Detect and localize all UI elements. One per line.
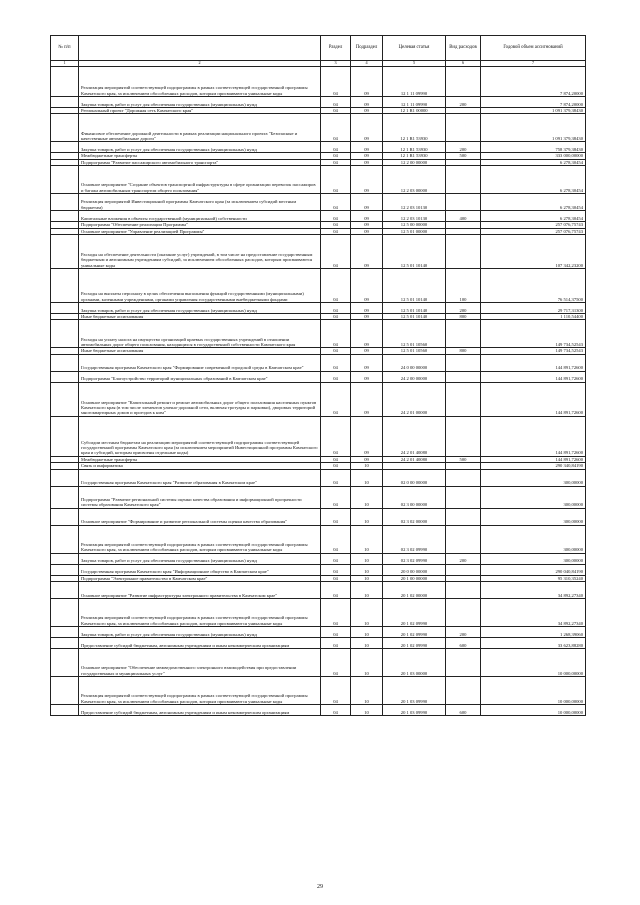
row-expense-type-cell: 200 bbox=[446, 97, 481, 108]
budget-table bbox=[50, 35, 586, 716]
row-razdel-cell: 04 bbox=[321, 222, 351, 228]
row-expense-type-cell bbox=[446, 166, 481, 194]
row-podrazdel-cell: 09 bbox=[351, 114, 383, 142]
row-target-article-cell: 20 0 00 00000 bbox=[383, 564, 446, 575]
row-amount-cell: 144 891,72600 bbox=[481, 456, 586, 462]
row-expense-type-cell: 800 bbox=[446, 314, 481, 320]
row-amount-cell: 144 891,72600 bbox=[481, 371, 586, 382]
row-name-cell: Государственная программа Камчатского края "Информационное общество в Камчатском крае" bbox=[79, 564, 321, 575]
row-name-cell: Капитальные вложения в объекты государственной (муниципальной) собственности bbox=[79, 211, 321, 222]
row-target-article-cell: 12 5 01 10560 bbox=[383, 348, 446, 354]
row-podrazdel-cell: 09 bbox=[351, 222, 383, 228]
row-razdel-cell: 04 bbox=[321, 582, 351, 599]
row-number-cell bbox=[51, 303, 79, 314]
row-podrazdel-cell: 10 bbox=[351, 705, 383, 716]
row-podrazdel-cell: 09 bbox=[351, 211, 383, 222]
row-name-cell: Подпрограмма "Благоустройство территорий муниципальных образований в Камчатском крае" bbox=[79, 371, 321, 382]
row-name-cell: Межбюджетные трансферты bbox=[79, 153, 321, 159]
row-target-article-cell: 20 1 03 00000 bbox=[383, 649, 446, 677]
row-target-article-cell: 20 1 02 00000 bbox=[383, 582, 446, 599]
col-number: 6 bbox=[446, 61, 481, 67]
row-target-article-cell: 12 1 11 09990 bbox=[383, 97, 446, 108]
row-amount-cell: 144 891,72600 bbox=[481, 416, 586, 456]
table-row bbox=[51, 235, 586, 269]
row-name-cell: Предоставление субсидий бюджетным, автономным учреждениям и иным некоммерческим организациям bbox=[79, 705, 321, 716]
row-podrazdel-cell: 10 bbox=[351, 582, 383, 599]
row-target-article-cell: 20 1 03 09990 bbox=[383, 705, 446, 716]
row-name-cell: Закупка товаров, работ и услуг для обеспечения государственных (муниципальных) нужд bbox=[79, 627, 321, 638]
table-row bbox=[51, 705, 586, 716]
row-target-article-cell: 20 1 02 09990 bbox=[383, 627, 446, 638]
row-target-article-cell: 12 1 R1 00000 bbox=[383, 108, 446, 114]
row-name-cell: Реализация мероприятий соответствующей подпрограммы в рамках соответствующей государственной программы Камчатского края, за исключением обособленных расходов, которым присваиваются уникальные коды bbox=[79, 677, 321, 705]
row-amount-cell: 1 091 379,38430 bbox=[481, 108, 586, 114]
row-name-cell: Основное мероприятие "Капитальный ремонт и ремонт автомобильных дорог общего пользования населенных пунктов Камчатского края (в том числе элементов улично-дорожной сети, включая тротуары и парковки), дворовых территорий многоквартирных домов и проездов к ним" bbox=[79, 382, 321, 416]
row-razdel-cell: 04 bbox=[321, 705, 351, 716]
row-amount-cell: 10 000,00000 bbox=[481, 649, 586, 677]
row-amount-cell: 257 076,75743 bbox=[481, 228, 586, 234]
row-podrazdel-cell: 10 bbox=[351, 564, 383, 575]
row-razdel-cell: 04 bbox=[321, 599, 351, 627]
row-name-cell: Реализация мероприятий соответствующей подпрограммы в рамках соответствующей государственной программы Камчатского края, за исключением обособленных расходов, которым присваиваются уникальные коды bbox=[79, 67, 321, 97]
row-number-cell bbox=[51, 564, 79, 575]
row-razdel-cell: 04 bbox=[321, 159, 351, 165]
row-number-cell bbox=[51, 211, 79, 222]
row-target-article-cell: 24 2 00 00000 bbox=[383, 371, 446, 382]
row-expense-type-cell bbox=[446, 508, 481, 525]
row-amount-cell: 10 000,00000 bbox=[481, 705, 586, 716]
row-number-cell bbox=[51, 194, 79, 211]
row-target-article-cell: 02 3 00 00000 bbox=[383, 486, 446, 508]
row-expense-type-cell bbox=[446, 469, 481, 486]
table-row bbox=[51, 469, 586, 486]
row-podrazdel-cell: 09 bbox=[351, 371, 383, 382]
row-amount-cell: 300,00000 bbox=[481, 525, 586, 553]
row-expense-type-cell: 200 bbox=[446, 142, 481, 153]
row-podrazdel-cell: 10 bbox=[351, 599, 383, 627]
row-amount-cell: 144 891,72600 bbox=[481, 354, 586, 371]
row-expense-type-cell: 200 bbox=[446, 553, 481, 564]
row-target-article-cell: 12 5 01 10140 bbox=[383, 235, 446, 269]
row-podrazdel-cell: 09 bbox=[351, 348, 383, 354]
row-target-article-cell: 24 2 01 40080 bbox=[383, 456, 446, 462]
row-name-cell: Закупка товаров, работ и услуг для обеспечения государственных (муниципальных) нужд bbox=[79, 97, 321, 108]
table-row bbox=[51, 599, 586, 627]
row-name-cell: Подпрограмма "Развитие пассажирского автомобильного транспорта" bbox=[79, 159, 321, 165]
row-name-cell: Субсидии местным бюджетам на реализацию мероприятий соответствующей подпрограммы соответствующей государственной программы Камчатского края (за исключением мероприятий Инвестиционной программы Камчатского края и субсидий, которым присвоены отдельные коды) bbox=[79, 416, 321, 456]
table-row bbox=[51, 269, 586, 303]
row-razdel-cell: 04 bbox=[321, 314, 351, 320]
row-expense-type-cell: 800 bbox=[446, 348, 481, 354]
table-row bbox=[51, 508, 586, 525]
row-expense-type-cell: 100 bbox=[446, 269, 481, 303]
row-podrazdel-cell: 09 bbox=[351, 166, 383, 194]
col-number: 4 bbox=[351, 61, 383, 67]
row-expense-type-cell bbox=[446, 320, 481, 348]
row-podrazdel-cell: 09 bbox=[351, 269, 383, 303]
row-target-article-cell: 12 5 01 00000 bbox=[383, 228, 446, 234]
row-razdel-cell: 04 bbox=[321, 348, 351, 354]
row-number-cell bbox=[51, 705, 79, 716]
row-number-cell bbox=[51, 469, 79, 486]
row-podrazdel-cell: 09 bbox=[351, 320, 383, 348]
table-row bbox=[51, 582, 586, 599]
row-expense-type-cell bbox=[446, 235, 481, 269]
table-row bbox=[51, 114, 586, 142]
row-name-cell: Подпрограмма "Обеспечение реализации Программы" bbox=[79, 222, 321, 228]
row-razdel-cell: 04 bbox=[321, 97, 351, 108]
row-target-article-cell: 12 5 01 10140 bbox=[383, 314, 446, 320]
row-name-cell: Основное мероприятие "Управление реализацией Программы" bbox=[79, 228, 321, 234]
row-target-article-cell: 12 2 03 00000 bbox=[383, 166, 446, 194]
row-target-article-cell: 12 1 R1 53930 bbox=[383, 114, 446, 142]
row-podrazdel-cell: 10 bbox=[351, 575, 383, 581]
row-expense-type-cell: 600 bbox=[446, 638, 481, 649]
row-amount-cell: 144 891,72600 bbox=[481, 382, 586, 416]
header-row bbox=[51, 36, 586, 61]
row-amount-cell: 1 110,54400 bbox=[481, 314, 586, 320]
row-target-article-cell: 24 2 01 00000 bbox=[383, 382, 446, 416]
row-amount-cell: 34 892,27340 bbox=[481, 582, 586, 599]
row-number-cell bbox=[51, 235, 79, 269]
row-razdel-cell: 04 bbox=[321, 469, 351, 486]
row-name-cell: Закупка товаров, работ и услуг для обеспечения государственных (муниципальных) нужд bbox=[79, 142, 321, 153]
row-expense-type-cell bbox=[446, 194, 481, 211]
row-name-cell: Межбюджетные трансферты bbox=[79, 456, 321, 462]
row-target-article-cell: 12 2 03 10130 bbox=[383, 194, 446, 211]
row-podrazdel-cell: 09 bbox=[351, 97, 383, 108]
row-razdel-cell: 04 bbox=[321, 564, 351, 575]
row-amount-cell: 7 874,20000 bbox=[481, 97, 586, 108]
row-target-article-cell: 12 2 00 00000 bbox=[383, 159, 446, 165]
row-podrazdel-cell: 09 bbox=[351, 67, 383, 97]
row-name-cell: Основное мероприятие "Создание объектов транспортной инфраструктуры в сфере организации перевозок пассажиров и багажа автомобильным транспортом общего пользования" bbox=[79, 166, 321, 194]
col-number: 7 bbox=[481, 61, 586, 67]
row-podrazdel-cell: 09 bbox=[351, 142, 383, 153]
col-header-annual-volume: Годовой объем ассигнований bbox=[481, 36, 586, 61]
row-number-cell bbox=[51, 114, 79, 142]
row-expense-type-cell bbox=[446, 649, 481, 677]
row-name-cell: Расходы на обеспечение деятельности (оказание услуг) учреждений, в том числе на предоставление государственным бюджетным и автономным учреждениям субсидий, за исключением обособленных расходов, которым присваиваются уникальные коды bbox=[79, 235, 321, 269]
row-number-cell bbox=[51, 649, 79, 677]
page-number: 29 bbox=[317, 884, 323, 890]
table-row bbox=[51, 649, 586, 677]
row-name-cell: Иные бюджетные ассигнования bbox=[79, 314, 321, 320]
table-row bbox=[51, 97, 586, 108]
row-razdel-cell: 04 bbox=[321, 486, 351, 508]
row-name-cell: Предоставление субсидий бюджетным, автономным учреждениям и иным некоммерческим организациям bbox=[79, 638, 321, 649]
row-expense-type-cell bbox=[446, 599, 481, 627]
row-number-cell bbox=[51, 371, 79, 382]
row-razdel-cell: 04 bbox=[321, 463, 351, 469]
table-row bbox=[51, 677, 586, 705]
row-name-cell: Расходы на уплату налога на имущество организаций краевых государственных учреждений в отношении автомобильных дорог общего пользования, находящихся в государственной собственности Камчатского края bbox=[79, 320, 321, 348]
row-podrazdel-cell: 10 bbox=[351, 638, 383, 649]
row-number-cell bbox=[51, 67, 79, 97]
row-amount-cell: 758 379,38430 bbox=[481, 142, 586, 153]
row-podrazdel-cell: 09 bbox=[351, 456, 383, 462]
row-target-article-cell: 12 5 00 00000 bbox=[383, 222, 446, 228]
row-number-cell bbox=[51, 382, 79, 416]
table-row bbox=[51, 371, 586, 382]
row-podrazdel-cell: 09 bbox=[351, 153, 383, 159]
table-row bbox=[51, 211, 586, 222]
row-razdel-cell: 04 bbox=[321, 371, 351, 382]
row-name-cell: Расходы на выплаты персоналу в целях обеспечения выполнения функций государственными (муниципальными) органами, казенными учреждениями, органами управления государственными внебюджетными фондами bbox=[79, 269, 321, 303]
row-podrazdel-cell: 09 bbox=[351, 159, 383, 165]
row-number-cell bbox=[51, 638, 79, 649]
row-number-cell bbox=[51, 582, 79, 599]
row-podrazdel-cell: 10 bbox=[351, 525, 383, 553]
row-expense-type-cell: 200 bbox=[446, 303, 481, 314]
row-number-cell bbox=[51, 486, 79, 508]
row-name-cell: Реализация мероприятий Инвестиционной программы Камчатского края (за исключением субсидий местным бюджетам) bbox=[79, 194, 321, 211]
row-target-article-cell: 12 1 R1 53930 bbox=[383, 142, 446, 153]
col-header-expense-type: Вид расходов bbox=[446, 36, 481, 61]
row-target-article-cell: 20 1 02 09990 bbox=[383, 599, 446, 627]
row-razdel-cell: 04 bbox=[321, 211, 351, 222]
row-amount-cell: 6 278,30454 bbox=[481, 159, 586, 165]
row-target-article-cell: 12 5 01 10140 bbox=[383, 303, 446, 314]
row-podrazdel-cell: 09 bbox=[351, 228, 383, 234]
row-razdel-cell: 04 bbox=[321, 525, 351, 553]
row-podrazdel-cell: 10 bbox=[351, 469, 383, 486]
row-expense-type-cell bbox=[446, 382, 481, 416]
row-name-cell: Подпрограмма "Развитие региональной системы оценки качества образования и информационной прозрачности системы образования Камчатского края" bbox=[79, 486, 321, 508]
row-amount-cell: 34 892,27340 bbox=[481, 599, 586, 627]
row-target-article-cell: 02 3 02 00000 bbox=[383, 508, 446, 525]
row-number-cell bbox=[51, 416, 79, 456]
row-podrazdel-cell: 09 bbox=[351, 108, 383, 114]
row-razdel-cell: 04 bbox=[321, 382, 351, 416]
row-podrazdel-cell: 09 bbox=[351, 382, 383, 416]
row-amount-cell: 149 734,52543 bbox=[481, 320, 586, 348]
row-name-cell: Основное мероприятие "Развитие инфраструктуры электронного правительства в Камчатском крае" bbox=[79, 582, 321, 599]
row-amount-cell: 300,00000 bbox=[481, 508, 586, 525]
row-amount-cell: 76 514,37500 bbox=[481, 269, 586, 303]
row-podrazdel-cell: 10 bbox=[351, 677, 383, 705]
row-number-cell bbox=[51, 677, 79, 705]
document-page bbox=[50, 35, 585, 716]
table-row bbox=[51, 525, 586, 553]
row-razdel-cell: 04 bbox=[321, 553, 351, 564]
row-amount-cell: 29 717,31300 bbox=[481, 303, 586, 314]
row-podrazdel-cell: 09 bbox=[351, 416, 383, 456]
row-podrazdel-cell: 10 bbox=[351, 649, 383, 677]
row-number-cell bbox=[51, 599, 79, 627]
row-podrazdel-cell: 10 bbox=[351, 508, 383, 525]
row-razdel-cell: 04 bbox=[321, 303, 351, 314]
row-number-cell bbox=[51, 627, 79, 638]
row-amount-cell: 6 278,30454 bbox=[481, 194, 586, 211]
row-razdel-cell: 04 bbox=[321, 677, 351, 705]
row-name-cell: Закупка товаров, работ и услуг для обеспечения государственных (муниципальных) нужд bbox=[79, 303, 321, 314]
row-number-cell bbox=[51, 142, 79, 153]
row-razdel-cell: 04 bbox=[321, 354, 351, 371]
row-target-article-cell: 24 0 00 00000 bbox=[383, 354, 446, 371]
row-target-article-cell: 12 5 01 10140 bbox=[383, 269, 446, 303]
row-expense-type-cell bbox=[446, 486, 481, 508]
row-expense-type-cell bbox=[446, 114, 481, 142]
table-row bbox=[51, 382, 586, 416]
col-number: 2 bbox=[79, 61, 321, 67]
row-razdel-cell: 04 bbox=[321, 194, 351, 211]
row-amount-cell: 149 734,52543 bbox=[481, 348, 586, 354]
row-amount-cell: 300,00000 bbox=[481, 486, 586, 508]
row-expense-type-cell: 200 bbox=[446, 627, 481, 638]
col-header-target-article: Целевая статья bbox=[383, 36, 446, 61]
table-row bbox=[51, 564, 586, 575]
row-name-cell: Закупка товаров, работ и услуг для обеспечения государственных (муниципальных) нужд bbox=[79, 553, 321, 564]
table-row bbox=[51, 142, 586, 153]
row-number-cell bbox=[51, 525, 79, 553]
row-number-cell bbox=[51, 508, 79, 525]
row-expense-type-cell bbox=[446, 416, 481, 456]
row-expense-type-cell: 500 bbox=[446, 153, 481, 159]
col-header-razdel: Раздел bbox=[321, 36, 351, 61]
row-razdel-cell: 04 bbox=[321, 649, 351, 677]
row-razdel-cell: 04 bbox=[321, 456, 351, 462]
row-razdel-cell: 04 bbox=[321, 638, 351, 649]
row-number-cell bbox=[51, 354, 79, 371]
row-amount-cell: 290 340,84190 bbox=[481, 463, 586, 469]
row-amount-cell: 290 040,84190 bbox=[481, 564, 586, 575]
table-row bbox=[51, 320, 586, 348]
col-number: 1 bbox=[51, 61, 79, 67]
row-name-cell: Государственная программа Камчатского края "Развитие образования в Камчатском крае" bbox=[79, 469, 321, 486]
row-target-article-cell: 02 3 02 09990 bbox=[383, 525, 446, 553]
row-amount-cell: 7 874,20000 bbox=[481, 67, 586, 97]
row-name-cell: Иные бюджетные ассигнования bbox=[79, 348, 321, 354]
row-razdel-cell: 04 bbox=[321, 508, 351, 525]
col-header-number: № п/п bbox=[51, 36, 79, 61]
row-target-article-cell: 20 1 03 09990 bbox=[383, 677, 446, 705]
table-row bbox=[51, 354, 586, 371]
row-podrazdel-cell: 10 bbox=[351, 486, 383, 508]
row-podrazdel-cell: 09 bbox=[351, 194, 383, 211]
col-header-podrazdel: Подраздел bbox=[351, 36, 383, 61]
row-podrazdel-cell: 10 bbox=[351, 553, 383, 564]
row-expense-type-cell: 500 bbox=[446, 456, 481, 462]
row-name-cell: Связь и информатика bbox=[79, 463, 321, 469]
row-number-cell bbox=[51, 320, 79, 348]
row-razdel-cell: 04 bbox=[321, 228, 351, 234]
row-amount-cell: 300,00000 bbox=[481, 469, 586, 486]
row-name-cell: Подпрограмма "Электронное правительство в Камчатском крае" bbox=[79, 575, 321, 581]
row-amount-cell: 333 000,00000 bbox=[481, 153, 586, 159]
row-name-cell: Финансовое обеспечение дорожной деятельности в рамках реализации национального проекта "Безопасные и качественные автомобильные дороги" bbox=[79, 114, 321, 142]
row-amount-cell: 257 076,75743 bbox=[481, 222, 586, 228]
row-target-article-cell: 12 5 01 10560 bbox=[383, 320, 446, 348]
row-amount-cell: 6 278,30454 bbox=[481, 211, 586, 222]
table-row bbox=[51, 553, 586, 564]
row-target-article-cell: 02 3 02 09990 bbox=[383, 553, 446, 564]
row-expense-type-cell bbox=[446, 525, 481, 553]
row-razdel-cell: 04 bbox=[321, 320, 351, 348]
row-expense-type-cell bbox=[446, 354, 481, 371]
row-expense-type-cell bbox=[446, 677, 481, 705]
row-expense-type-cell bbox=[446, 564, 481, 575]
row-podrazdel-cell: 09 bbox=[351, 314, 383, 320]
row-number-cell bbox=[51, 166, 79, 194]
row-razdel-cell: 04 bbox=[321, 67, 351, 97]
row-number-cell bbox=[51, 97, 79, 108]
row-razdel-cell: 04 bbox=[321, 108, 351, 114]
row-razdel-cell: 04 bbox=[321, 575, 351, 581]
col-number: 5 bbox=[383, 61, 446, 67]
row-target-article-cell: 12 2 03 10130 bbox=[383, 211, 446, 222]
row-name-cell: Региональный проект "Дорожная сеть Камчатского края" bbox=[79, 108, 321, 114]
row-podrazdel-cell: 09 bbox=[351, 354, 383, 371]
table-row bbox=[51, 486, 586, 508]
row-razdel-cell: 04 bbox=[321, 269, 351, 303]
row-expense-type-cell: 400 bbox=[446, 211, 481, 222]
row-podrazdel-cell: 10 bbox=[351, 627, 383, 638]
table-row bbox=[51, 67, 586, 97]
row-razdel-cell: 04 bbox=[321, 166, 351, 194]
row-expense-type-cell bbox=[446, 582, 481, 599]
row-amount-cell: 10 000,00000 bbox=[481, 677, 586, 705]
col-number: 3 bbox=[321, 61, 351, 67]
row-amount-cell: 33 623,88280 bbox=[481, 638, 586, 649]
col-header-name bbox=[79, 36, 321, 61]
row-expense-type-cell bbox=[446, 67, 481, 97]
row-amount-cell: 6 278,30454 bbox=[481, 166, 586, 194]
table-row bbox=[51, 303, 586, 314]
row-name-cell: Реализация мероприятий соответствующей подпрограммы в рамках соответствующей государственной программы Камчатского края, за исключением обособленных расходов, которым присваиваются уникальные коды bbox=[79, 525, 321, 553]
row-amount-cell: 1 268,39060 bbox=[481, 627, 586, 638]
row-target-article-cell: 02 0 00 00000 bbox=[383, 469, 446, 486]
row-amount-cell: 300,00000 bbox=[481, 553, 586, 564]
row-target-article-cell: 12 1 11 09990 bbox=[383, 67, 446, 97]
row-razdel-cell: 04 bbox=[321, 142, 351, 153]
row-razdel-cell: 04 bbox=[321, 627, 351, 638]
row-name-cell: Реализация мероприятий соответствующей подпрограммы в рамках соответствующей государственной программы Камчатского края, за исключением обособленных расходов, которым присваиваются уникальные коды bbox=[79, 599, 321, 627]
table-row bbox=[51, 166, 586, 194]
row-razdel-cell: 04 bbox=[321, 235, 351, 269]
table-row bbox=[51, 627, 586, 638]
row-podrazdel-cell: 09 bbox=[351, 303, 383, 314]
row-name-cell: Государственная программа Камчатского края "Формирование современной городской среды в Камчатском крае" bbox=[79, 354, 321, 371]
row-number-cell bbox=[51, 269, 79, 303]
row-amount-cell: 107 342,23200 bbox=[481, 235, 586, 269]
row-razdel-cell: 04 bbox=[321, 416, 351, 456]
row-target-article-cell: 12 1 R1 53930 bbox=[383, 153, 446, 159]
row-podrazdel-cell: 09 bbox=[351, 235, 383, 269]
row-target-article-cell: 20 1 02 09990 bbox=[383, 638, 446, 649]
table-row bbox=[51, 638, 586, 649]
row-amount-cell: 1 091 379,38430 bbox=[481, 114, 586, 142]
table-row bbox=[51, 194, 586, 211]
row-razdel-cell: 04 bbox=[321, 153, 351, 159]
row-target-article-cell: 24 2 01 40080 bbox=[383, 416, 446, 456]
table-row bbox=[51, 416, 586, 456]
row-expense-type-cell: 600 bbox=[446, 705, 481, 716]
row-expense-type-cell bbox=[446, 371, 481, 382]
row-name-cell: Основное мероприятие "Формирование и развитие региональной системы оценки качества образования" bbox=[79, 508, 321, 525]
row-name-cell: Основное мероприятие "Обеспечение межведомственного электронного взаимодействия при предоставлении государственных и муниципальных услуг" bbox=[79, 649, 321, 677]
row-podrazdel-cell: 10 bbox=[351, 463, 383, 469]
row-razdel-cell: 04 bbox=[321, 114, 351, 142]
row-amount-cell: 95 310,35240 bbox=[481, 575, 586, 581]
row-target-article-cell: 20 1 00 00000 bbox=[383, 575, 446, 581]
row-number-cell bbox=[51, 553, 79, 564]
